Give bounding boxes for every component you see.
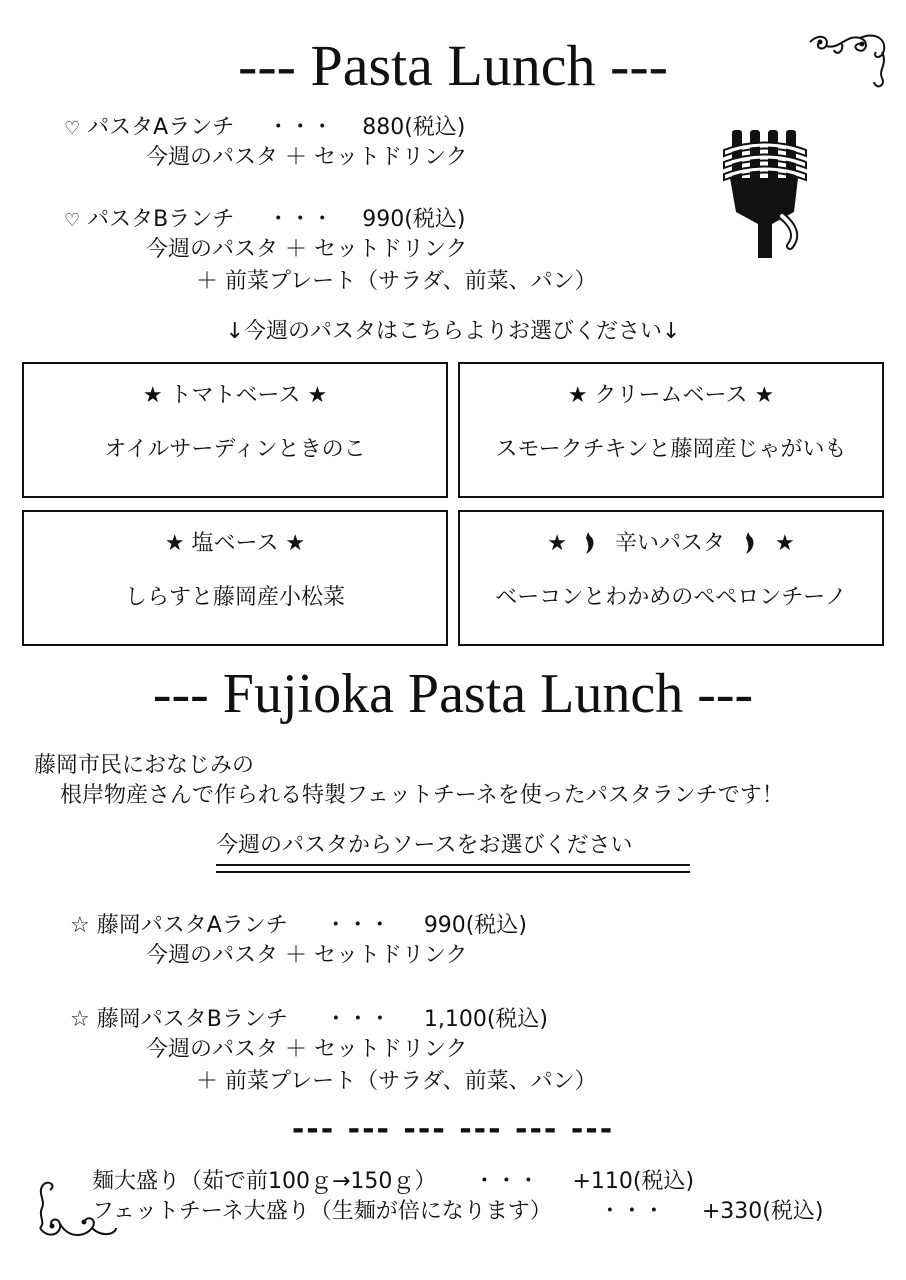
pasta-box-heading: ★ クリームベース ★ — [567, 383, 775, 408]
lunch-a-name: パスタAランチ — [87, 115, 235, 140]
lunch-b-extra: ＋ 前菜プレート（サラダ、前菜、パン） — [196, 269, 597, 294]
heart-icon: ♡ — [64, 210, 81, 231]
lunch-b-desc: 今週のパスタ ＋ セットドリンク — [146, 237, 468, 262]
fork-with-pasta-icon — [720, 128, 810, 260]
separator: --- --- --- --- --- --- — [291, 1112, 615, 1147]
pasta-box-dish: しらすと藤岡産小松菜 — [124, 585, 345, 610]
lunch-a-price: 880(税込) — [362, 115, 466, 140]
pasta-box-dish: スモークチキンと藤岡産じゃがいも — [495, 437, 847, 462]
lunch-b-name: パスタBランチ — [87, 207, 235, 232]
lunch-a-desc: 今週のパスタ ＋ セットドリンク — [146, 145, 468, 170]
option-row: フェットチーネ大盛り（生麺が倍になります） ・・・ +330(税込) — [92, 1199, 824, 1224]
fujioka-a-row: ☆ 藤岡パスタAランチ ・・・ 990(税込) — [70, 913, 527, 938]
pasta-box-cream — [458, 362, 884, 498]
heart-icon: ♡ — [64, 118, 81, 139]
star-outline-icon: ☆ — [70, 1007, 90, 1032]
intro-line: 根岸物産さんで作られる特製フェットチーネを使ったパスタランチです！ — [60, 783, 784, 808]
pasta-box-heading: ★ 塩ベース ★ — [164, 531, 306, 556]
star-outline-icon: ☆ — [70, 913, 90, 938]
fujioka-b-extra: ＋ 前菜プレート（サラダ、前菜、パン） — [196, 1069, 597, 1094]
option-price: +330(税込) — [701, 1199, 824, 1224]
fujioka-a-name: 藤岡パスタAランチ — [96, 913, 288, 938]
lunch-b-row: ♡ パスタBランチ ・・・ 990(税込) — [64, 207, 466, 232]
intro-line: 藤岡市民におなじみの — [34, 753, 255, 778]
flourish-ornament-icon — [30, 1178, 120, 1244]
pasta-box-spicy — [458, 510, 884, 646]
option-price: +110(税込) — [572, 1169, 695, 1194]
fujioka-a-price: 990(税込) — [423, 913, 527, 938]
page-title: --- Pasta Lunch --- — [238, 33, 668, 98]
chili-pepper-icon — [742, 530, 758, 556]
lunch-a-row: ♡ パスタAランチ ・・・ 880(税込) — [64, 115, 466, 140]
fujioka-b-desc: 今週のパスタ ＋ セットドリンク — [146, 1037, 468, 1062]
pasta-box-dish: ベーコンとわかめのペペロンチーノ — [495, 585, 847, 610]
chili-pepper-icon — [582, 530, 598, 556]
pasta-box-heading: ★ 辛いパスタ ★ — [547, 531, 795, 556]
section-title: --- Fujioka Pasta Lunch --- — [152, 663, 754, 725]
sauce-note: 今週のパスタからソースをお選びください — [216, 833, 633, 858]
choose-note: ↓今週のパスタはこちらよりお選びください↓ — [225, 319, 681, 344]
pasta-box-tomato — [22, 362, 448, 498]
fujioka-a-desc: 今週のパスタ ＋ セットドリンク — [146, 943, 468, 968]
lunch-b-price: 990(税込) — [362, 207, 466, 232]
option-row: 麺大盛り（茹で前100ｇ→150ｇ） ・・・ +110(税込) — [92, 1169, 695, 1194]
fujioka-b-price: 1,100(税込) — [423, 1007, 548, 1032]
fujioka-b-name: 藤岡パスタBランチ — [96, 1007, 288, 1032]
double-underline — [216, 864, 690, 873]
pasta-box-salt — [22, 510, 448, 646]
fujioka-b-row: ☆ 藤岡パスタBランチ ・・・ 1,100(税込) — [70, 1007, 548, 1032]
pasta-box-dish: オイルサーディンときのこ — [104, 437, 366, 462]
pasta-box-heading: ★ トマトベース ★ — [142, 383, 328, 408]
